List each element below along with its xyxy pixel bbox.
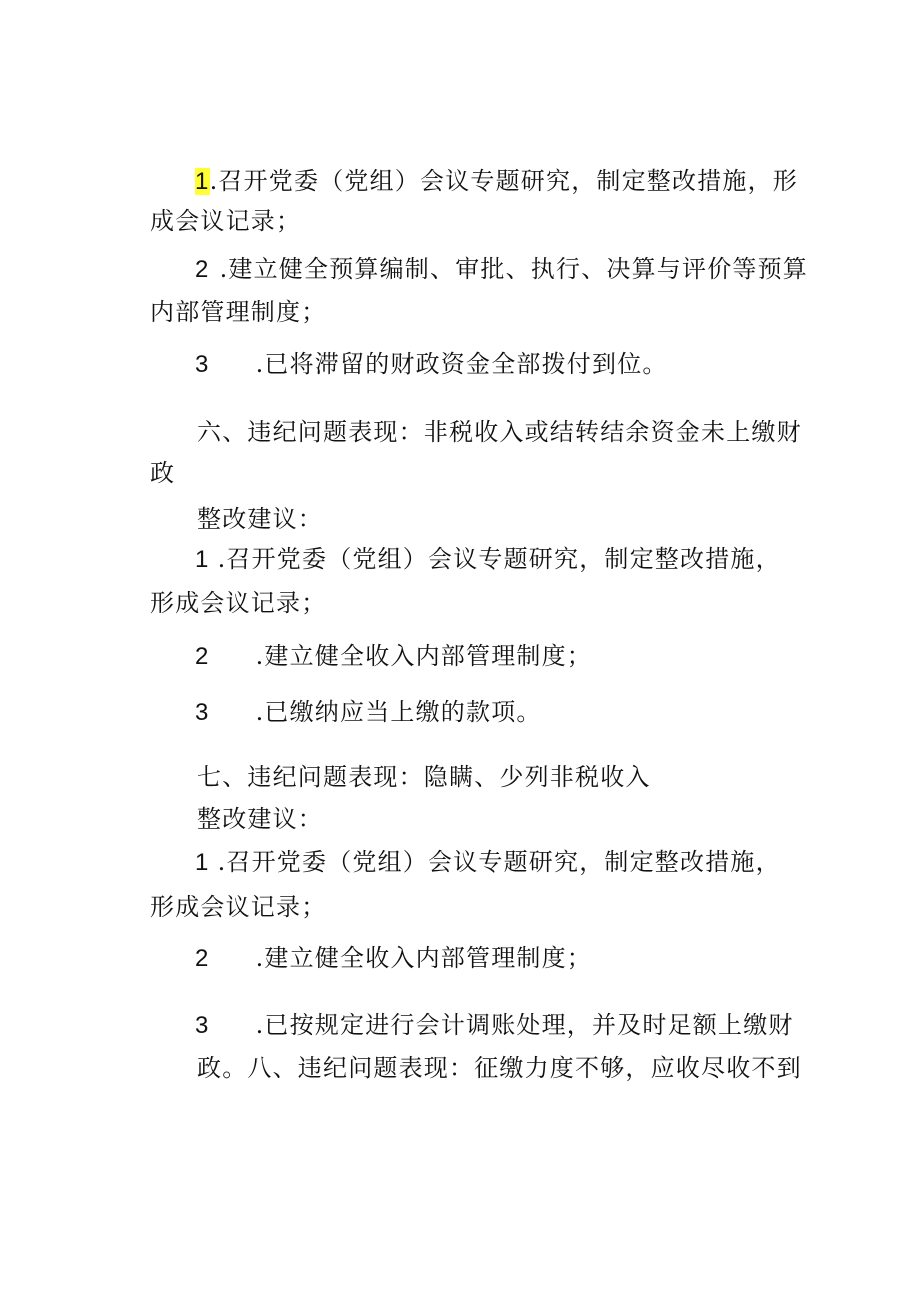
section-7-heading: 七、违纪问题表现：隐瞒、少列非税收入 — [197, 763, 651, 791]
item-text: .建立健全预算编制、审批、执行、决算与评价等预算 — [219, 255, 808, 283]
item-number: 3 — [195, 351, 210, 378]
measure-6-3 — [195, 696, 542, 729]
measure-7-1 — [195, 846, 781, 879]
measure-7-3 — [195, 1009, 794, 1042]
item-text: .建立健全收入内部管理制度； — [255, 944, 592, 972]
item-text: .已缴纳应当上缴的款项。 — [255, 698, 542, 726]
section-6-suggestions-label: 整改建议： — [197, 505, 323, 533]
item-number: 1 — [195, 546, 210, 573]
measure-5-2 — [195, 253, 808, 286]
item-number: 3 — [195, 699, 210, 726]
item-text: .召开党委（党组）会议专题研究，制定整改措施， — [217, 848, 781, 876]
measure-5-1 — [195, 165, 798, 198]
measure-5-2-cont: 内部管理制度； — [150, 298, 327, 326]
section-7-suggestions-label: 整改建议： — [197, 805, 323, 833]
item-text: .召开党委（党组）会议专题研究，制定整改措施，形 — [209, 167, 798, 195]
measure-6-2 — [195, 640, 592, 673]
measure-6-1-cont: 形成会议记录； — [150, 589, 327, 617]
measure-6-1 — [195, 543, 781, 576]
measure-5-3 — [195, 348, 668, 381]
item-text: .已按规定进行会计调账处理，并及时足额上缴财 — [255, 1011, 794, 1039]
item-number: 2 — [195, 643, 210, 670]
measure-7-1-cont: 形成会议记录； — [150, 893, 327, 921]
measure-5-1-cont: 成会议记录； — [150, 207, 302, 235]
section-6-heading: 六、违纪问题表现：非税收入或结转结余资金未上缴财 — [197, 418, 802, 446]
item-text: .召开党委（党组）会议专题研究，制定整改措施， — [217, 545, 781, 573]
measure-7-3-cont-section-8-heading: 政。八、违纪问题表现：征缴力度不够，应收尽收不到 — [197, 1054, 802, 1082]
item-number-highlighted: 1 — [195, 168, 210, 195]
item-number: 3 — [195, 1012, 210, 1039]
measure-7-2 — [195, 942, 592, 975]
item-number: 1 — [195, 849, 210, 876]
section-6-heading-cont: 政 — [150, 459, 176, 487]
item-number: 2 — [195, 945, 210, 972]
item-text: .建立健全收入内部管理制度； — [255, 642, 592, 670]
item-number: 2 — [195, 256, 210, 283]
item-text: .已将滞留的财政资金全部拨付到位。 — [255, 350, 668, 378]
